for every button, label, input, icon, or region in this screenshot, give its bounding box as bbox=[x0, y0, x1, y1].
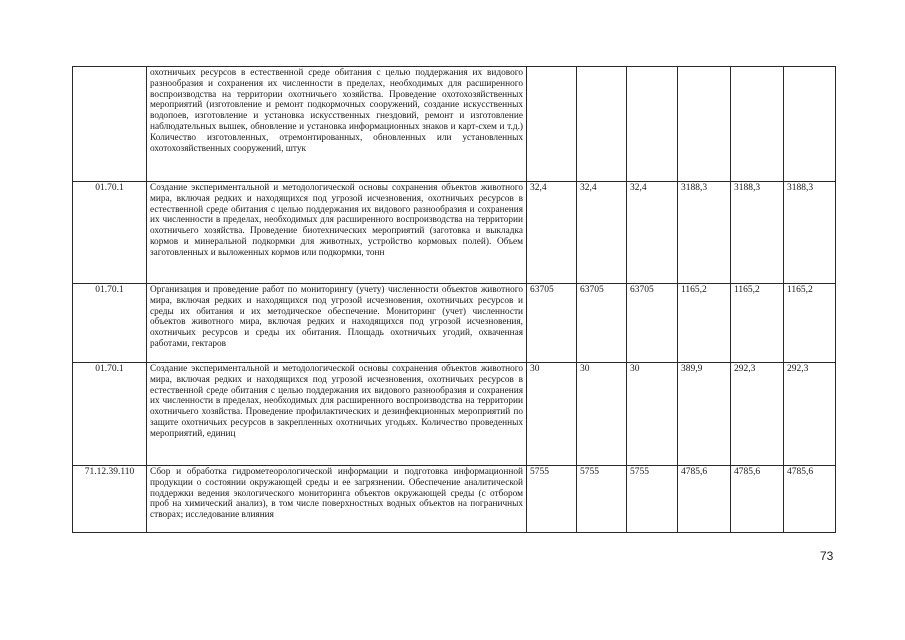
row-value: 4785,6 bbox=[678, 466, 731, 533]
row-code: 01.70.1 bbox=[73, 182, 147, 284]
row-value: 5755 bbox=[577, 466, 627, 533]
row-value: 3188,3 bbox=[678, 182, 731, 284]
data-table bbox=[72, 66, 836, 533]
row-value: 5755 bbox=[527, 466, 577, 533]
row-value bbox=[784, 67, 836, 182]
table-row bbox=[73, 284, 836, 363]
row-value bbox=[678, 67, 731, 182]
row-value: 1165,2 bbox=[678, 284, 731, 363]
table-row bbox=[73, 363, 836, 466]
row-value: 1165,2 bbox=[731, 284, 784, 363]
row-value: 3188,3 bbox=[731, 182, 784, 284]
row-value: 30 bbox=[627, 363, 678, 466]
row-value bbox=[577, 67, 627, 182]
row-value: 30 bbox=[527, 363, 577, 466]
row-code bbox=[73, 67, 147, 182]
row-description: Организация и проведение работ по мониторингу (учету) численности объектов животного мира, включая редких и находящихся под угрозой исчезновения, охотничьих ресурсов и среды их обитания и их методическое обеспечение. Мониторинг (учет) численности объектов животного мира, включая редких и находящихся под угрозой исчезновения, охотничьих ресурсов и среды их обитания. Площадь охотничьих угодий, охваченная работами, гектаров bbox=[147, 284, 527, 363]
row-value: 292,3 bbox=[731, 363, 784, 466]
row-value: 30 bbox=[577, 363, 627, 466]
row-value: 32,4 bbox=[577, 182, 627, 284]
row-description: Создание экспериментальной и методологической основы сохранения объектов животного мира, включая редких и находящихся под угрозой исчезновения, охотничьих ресурсов в естественной среде обитания с целью поддержания их видового разнообразия и сохранения их численности в пределах, необходимых для расширенного воспроизводства на территории охотничьего хозяйства. Проведение профилактических и дезинфекционных мероприятий по защите охотничьих ресурсов в закрепленных охотничьих угодьях. Количество проведенных мероприятий, единиц bbox=[147, 363, 527, 466]
row-code: 01.70.1 bbox=[73, 284, 147, 363]
row-code: 71.12.39.110 bbox=[73, 466, 147, 533]
row-value: 5755 bbox=[627, 466, 678, 533]
row-value: 63705 bbox=[577, 284, 627, 363]
row-value: 3188,3 bbox=[784, 182, 836, 284]
row-value bbox=[627, 67, 678, 182]
row-description: Создание экспериментальной и методологической основы сохранения объектов животного мира, включая редких и находящихся под угрозой исчезновения, охотничьих ресурсов в естественной среде обитания с целью поддержания их видового разнообразия и сохранения их численности в пределах, необходимых для расширенного воспроизводства на территории охотничьего хозяйства. Проведение биотехнических мероприятий (заготовка и выкладка кормов и минеральной подкормки для животных, устройство кормовых полей). Объем заготовленных и выложенных кормов или подкормки, тонн bbox=[147, 182, 527, 284]
row-description: Сбор и обработка гидрометеорологической информации и подготовка информационной продукции о состоянии окружающей среды и ее загрязнении. Обеспечение аналитической поддержки ведения экологического мониторинга объектов окружающей среды (с отбором проб на химический анализ), в том числе поверхностных водных объектов на пограничных створах; исследование влияния bbox=[147, 466, 527, 533]
row-value: 389,9 bbox=[678, 363, 731, 466]
row-code: 01.70.1 bbox=[73, 363, 147, 466]
row-value: 292,3 bbox=[784, 363, 836, 466]
row-description: охотничьих ресурсов в естественной среде обитания с целью поддержания их видового разнообразия и сохранения их численности в пределах, необходимых для расширенного воспроизводства на территории охотничьего хозяйства. Проведение охотохозяйственных мероприятий (изготовление и ремонт подкормочных сооружений, создание искусственных водопоев, изготовление и установка искусственных гнездовий, ремонт и изготовление наблюдательных вышек, обновление и установка информационных знаков и карт-схем и т.д.) Количество изготовленных, отремонтированных, обновленных или установленных охотохозяйственных сооружений, штук bbox=[147, 67, 527, 182]
row-value: 4785,6 bbox=[784, 466, 836, 533]
row-value: 32,4 bbox=[527, 182, 577, 284]
row-value: 4785,6 bbox=[731, 466, 784, 533]
row-value: 32,4 bbox=[627, 182, 678, 284]
row-value: 1165,2 bbox=[784, 284, 836, 363]
row-value: 63705 bbox=[627, 284, 678, 363]
row-value: 63705 bbox=[527, 284, 577, 363]
row-value bbox=[527, 67, 577, 182]
table-row bbox=[73, 182, 836, 284]
table-row bbox=[73, 67, 836, 182]
table-row bbox=[73, 466, 836, 533]
page-number: 73 bbox=[820, 549, 834, 563]
row-value bbox=[731, 67, 784, 182]
